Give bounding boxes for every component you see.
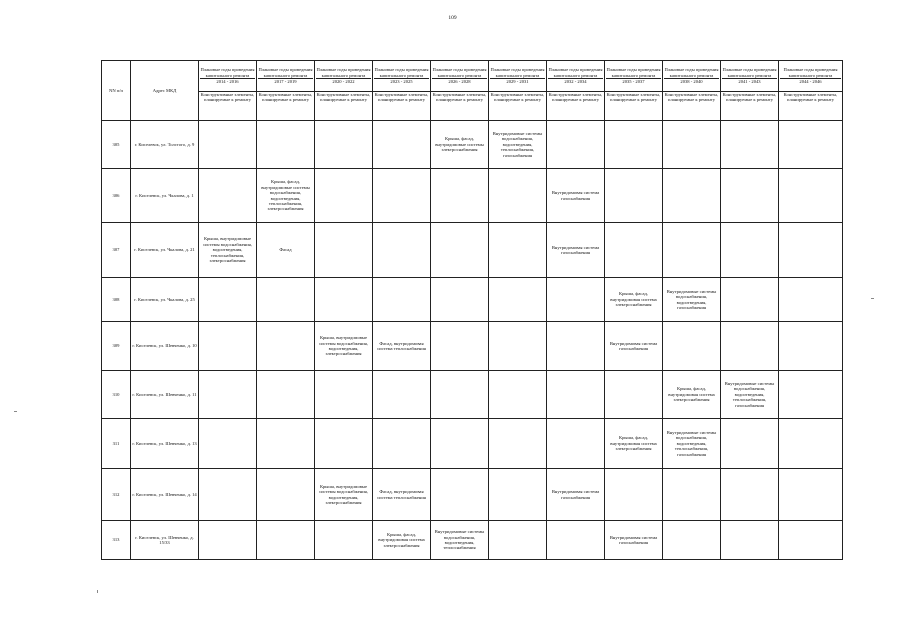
row-cell-period-4 — [431, 223, 489, 278]
row-cell-period-2 — [315, 419, 373, 469]
header-period-years: 2032 - 2034 — [548, 78, 603, 84]
row-cell-period-6 — [547, 371, 605, 419]
row-cell-period-10 — [779, 169, 843, 223]
row-cell-period-4: Внутридомовые системы водоснабжения, водоотведения, теплоснабжения — [431, 521, 489, 560]
row-cell-period-6: Внутридомовая система газоснабжения — [547, 469, 605, 521]
row-cell-period-1 — [257, 278, 315, 322]
row-cell-period-7: Внутридомовая система газоснабжения — [605, 521, 663, 560]
header-period-label: Плановые годы проведения капитального ремонта — [783, 67, 838, 78]
row-cell-period-0 — [199, 121, 257, 169]
row-cell-period-10 — [779, 322, 843, 371]
header-period-years: 2017 - 2019 — [258, 78, 313, 84]
header-period-2 — [315, 61, 373, 92]
row-cell-period-3 — [373, 169, 431, 223]
header-period-label: Плановые годы проведения капитального ремонта — [490, 67, 545, 78]
row-address: г. Киселевск, ул. Шевченко, д. 15/33 — [131, 521, 199, 560]
row-address: г. Киселевск, ул. Шевченко, д. 11 — [131, 371, 199, 419]
row-cell-period-7: Внутридомовая система газоснабжения — [605, 322, 663, 371]
row-cell-period-2: Крыша, внутридомовые системы водоснабжения, водоотведения, электроснабжения — [315, 322, 373, 371]
row-cell-period-6 — [547, 521, 605, 560]
row-cell-period-3 — [373, 223, 431, 278]
page-number: 109 — [448, 15, 457, 21]
row-number: 307 — [102, 223, 131, 278]
row-cell-period-0 — [199, 169, 257, 223]
row-cell-period-1 — [257, 521, 315, 560]
table-row — [102, 169, 843, 223]
row-cell-period-9 — [721, 278, 779, 322]
row-cell-period-6 — [547, 322, 605, 371]
row-cell-period-9 — [721, 469, 779, 521]
row-cell-period-4 — [431, 419, 489, 469]
header-period-7 — [605, 61, 663, 92]
header-period-years: 2044 - 2046 — [780, 78, 841, 84]
header-elements-4: Конструктивные элементы, планируемые к ремонту — [431, 92, 489, 121]
header-period-label: Плановые годы проведения капитального ремонта — [548, 67, 603, 78]
row-number: 313 — [102, 521, 131, 560]
header-elements-2: Конструктивные элементы, планируемые к ремонту — [315, 92, 373, 121]
header-address: Адрес МКД — [131, 61, 199, 121]
header-period-years: 2026 - 2028 — [432, 78, 487, 84]
header-row-periods — [102, 61, 843, 92]
row-cell-period-8 — [663, 169, 721, 223]
row-cell-period-2 — [315, 371, 373, 419]
row-cell-period-8 — [663, 521, 721, 560]
header-elements-1: Конструктивные элементы, планируемые к ремонту — [257, 92, 315, 121]
row-cell-period-5 — [489, 469, 547, 521]
header-period-years: 2029 - 2031 — [490, 78, 545, 84]
header-period-years: 2041 - 2043 — [722, 78, 777, 84]
header-period-6 — [547, 61, 605, 92]
row-cell-period-6: Внутридомовая система газоснабжения — [547, 223, 605, 278]
table-row — [102, 419, 843, 469]
header-period-label: Плановые годы проведения капитального ремонта — [316, 67, 371, 78]
row-number: 312 — [102, 469, 131, 521]
header-elements-0: Конструктивные элементы, планируемые к ремонту — [199, 92, 257, 121]
row-cell-period-10 — [779, 278, 843, 322]
row-cell-period-2 — [315, 521, 373, 560]
row-cell-period-2 — [315, 121, 373, 169]
row-cell-period-3: Фасад, внутридомовая система теплоснабжения — [373, 322, 431, 371]
header-period-label: Плановые годы проведения капитального ремонта — [664, 67, 719, 78]
row-address: г. Киселевск, ул. Шевченко, д. 14 — [131, 469, 199, 521]
row-cell-period-7 — [605, 223, 663, 278]
header-period-label: Плановые годы проведения капитального ремонта — [258, 67, 313, 78]
row-cell-period-1 — [257, 469, 315, 521]
row-cell-period-7 — [605, 469, 663, 521]
row-cell-period-1: Крыша, фасад, внутридомовые системы водоснабжения, водоотведения, теплоснабжения, электроснабжения — [257, 169, 315, 223]
header-period-1 — [257, 61, 315, 92]
row-cell-period-0: Крыша, внутридомовые системы водоснабжения, водоотведения, теплоснабжения, электроснабжения — [199, 223, 257, 278]
header-period-years: 2038 - 2040 — [664, 78, 719, 84]
row-cell-period-6: Внутридомовая система газоснабжения — [547, 169, 605, 223]
row-cell-period-7 — [605, 371, 663, 419]
row-cell-period-3: Фасад, внутридомовая система теплоснабжения — [373, 469, 431, 521]
row-cell-period-8: Внутридомовые системы водоснабжения, водоотведения, теплоснабжения, газоснабжения — [663, 419, 721, 469]
row-cell-period-3: Крыша, фасад, внутридомовая система электроснабжения — [373, 521, 431, 560]
row-cell-period-5: Внутридомовые системы водоснабжения, водоотведения, теплоснабжения, газоснабжения — [489, 121, 547, 169]
table-row — [102, 521, 843, 560]
table-row — [102, 371, 843, 419]
row-cell-period-10 — [779, 419, 843, 469]
row-address: г. Киселевск, ул. Толстого, д. 9 — [131, 121, 199, 169]
header-elements-6: Конструктивные элементы, планируемые к ремонту — [547, 92, 605, 121]
header-period-8 — [663, 61, 721, 92]
row-address: г. Киселевск, ул. Шевченко, д. 13 — [131, 419, 199, 469]
row-cell-period-7: Крыша, фасад, внутридомовая система электроснабжения — [605, 419, 663, 469]
row-cell-period-4: Крыша, фасад, внутридомовые системы электроснабжения — [431, 121, 489, 169]
header-period-3 — [373, 61, 431, 92]
header-elements-3: Конструктивные элементы, планируемые к ремонту — [373, 92, 431, 121]
row-address: г. Киселевск, ул. Шевченко, д. 10 — [131, 322, 199, 371]
row-cell-period-5 — [489, 223, 547, 278]
table-row — [102, 121, 843, 169]
row-cell-period-4 — [431, 371, 489, 419]
row-cell-period-0 — [199, 521, 257, 560]
row-cell-period-2 — [315, 223, 373, 278]
header-period-years: 2020 - 2022 — [316, 78, 371, 84]
row-cell-period-5 — [489, 371, 547, 419]
header-period-label: Плановые годы проведения капитального ремонта — [432, 67, 487, 78]
row-number: 308 — [102, 278, 131, 322]
row-cell-period-4 — [431, 278, 489, 322]
row-cell-period-1 — [257, 371, 315, 419]
row-cell-period-0 — [199, 322, 257, 371]
row-cell-period-4 — [431, 169, 489, 223]
header-period-5 — [489, 61, 547, 92]
row-cell-period-3 — [373, 419, 431, 469]
row-cell-period-2: Крыша, внутридомовые системы водоснабжения, водоотведения, электроснабжения — [315, 469, 373, 521]
row-cell-period-7 — [605, 169, 663, 223]
row-cell-period-9: Внутридомовые системы водоснабжения, водоотведения, теплоснабжения, газоснабжения — [721, 371, 779, 419]
row-cell-period-2 — [315, 278, 373, 322]
row-cell-period-0 — [199, 469, 257, 521]
row-cell-period-6 — [547, 278, 605, 322]
row-cell-period-9 — [721, 169, 779, 223]
row-cell-period-8: Крыша, фасад, внутридомовая система электроснабжения — [663, 371, 721, 419]
row-cell-period-1: Фасад — [257, 223, 315, 278]
header-row-elements — [102, 92, 843, 121]
capital-repair-table — [101, 60, 843, 560]
table-row — [102, 322, 843, 371]
row-address: г. Киселевск, ул. Чкалова, д. 21 — [131, 223, 199, 278]
row-cell-period-5 — [489, 169, 547, 223]
row-cell-period-0 — [199, 419, 257, 469]
row-cell-period-9 — [721, 121, 779, 169]
row-address: г. Киселевск, ул. Чкалова, д. 25 — [131, 278, 199, 322]
row-cell-period-4 — [431, 322, 489, 371]
table-row — [102, 223, 843, 278]
row-cell-period-10 — [779, 121, 843, 169]
row-number: 309 — [102, 322, 131, 371]
row-number: 305 — [102, 121, 131, 169]
header-period-years: 2014 - 2016 — [200, 78, 255, 84]
header-period-years: 2035 - 2037 — [606, 78, 661, 84]
row-cell-period-10 — [779, 223, 843, 278]
row-cell-period-4 — [431, 469, 489, 521]
scan-mark — [871, 298, 874, 299]
row-cell-period-8 — [663, 322, 721, 371]
row-cell-period-8 — [663, 223, 721, 278]
header-nn: NN п/п — [102, 61, 131, 121]
row-cell-period-10 — [779, 521, 843, 560]
header-period-4 — [431, 61, 489, 92]
header-period-9 — [721, 61, 779, 92]
row-cell-period-2 — [315, 169, 373, 223]
row-cell-period-10 — [779, 469, 843, 521]
header-period-label: Плановые годы проведения капитального ремонта — [606, 67, 661, 78]
row-cell-period-7: Крыша, фасад, внутридомовая система электроснабжения — [605, 278, 663, 322]
header-elements-5: Конструктивные элементы, планируемые к ремонту — [489, 92, 547, 121]
row-number: 310 — [102, 371, 131, 419]
row-cell-period-3 — [373, 371, 431, 419]
row-number: 306 — [102, 169, 131, 223]
row-cell-period-10 — [779, 371, 843, 419]
table-row — [102, 278, 843, 322]
row-cell-period-8 — [663, 121, 721, 169]
header-period-0 — [199, 61, 257, 92]
row-cell-period-3 — [373, 121, 431, 169]
row-cell-period-8: Внутридомовые системы водоснабжения, водоотведения, газоснабжения — [663, 278, 721, 322]
row-cell-period-0 — [199, 278, 257, 322]
header-period-years: 2023 - 2025 — [374, 78, 429, 84]
row-cell-period-9 — [721, 223, 779, 278]
row-cell-period-5 — [489, 322, 547, 371]
row-cell-period-5 — [489, 521, 547, 560]
row-cell-period-3 — [373, 278, 431, 322]
header-elements-7: Конструктивные элементы, планируемые к ремонту — [605, 92, 663, 121]
row-cell-period-1 — [257, 419, 315, 469]
scan-mark — [97, 590, 98, 593]
row-number: 311 — [102, 419, 131, 469]
scan-mark — [14, 411, 17, 412]
row-cell-period-0 — [199, 371, 257, 419]
row-cell-period-9 — [721, 521, 779, 560]
row-cell-period-1 — [257, 121, 315, 169]
row-cell-period-6 — [547, 121, 605, 169]
header-elements-9: Конструктивные элементы, планируемые к ремонту — [721, 92, 779, 121]
header-period-label: Плановые годы проведения капитального ремонта — [200, 67, 255, 78]
row-cell-period-8 — [663, 469, 721, 521]
header-period-label: Плановые годы проведения капитального ремонта — [374, 67, 429, 78]
header-elements-10: Конструктивные элементы, планируемые к ремонту — [779, 92, 843, 121]
row-cell-period-5 — [489, 278, 547, 322]
row-cell-period-6 — [547, 419, 605, 469]
row-cell-period-1 — [257, 322, 315, 371]
header-period-10 — [779, 61, 843, 92]
table-row — [102, 469, 843, 521]
row-cell-period-9 — [721, 419, 779, 469]
row-cell-period-7 — [605, 121, 663, 169]
row-cell-period-9 — [721, 322, 779, 371]
row-address: г. Киселевск, ул. Чкалова, д. 1 — [131, 169, 199, 223]
header-elements-8: Конструктивные элементы, планируемые к ремонту — [663, 92, 721, 121]
row-cell-period-5 — [489, 419, 547, 469]
header-period-label: Плановые годы проведения капитального ремонта — [722, 67, 777, 78]
